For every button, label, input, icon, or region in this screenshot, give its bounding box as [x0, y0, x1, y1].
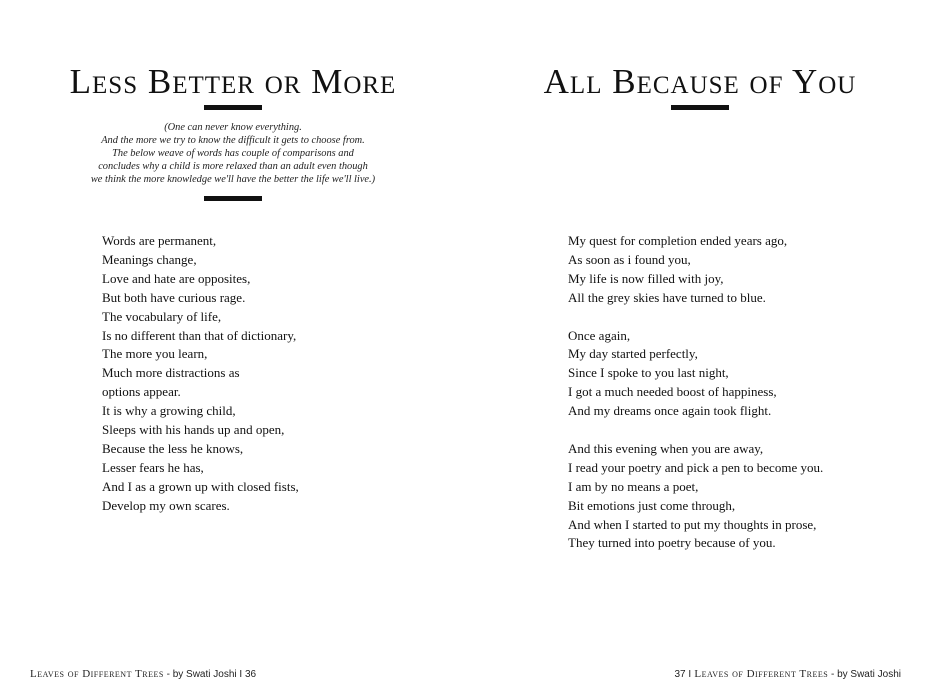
poem-line: My life is now filled with joy, [568, 270, 724, 286]
poem-line: I am by no means a poet, [568, 478, 699, 494]
left-page [0, 0, 466, 700]
poem-line: Because the less he knows, [102, 440, 244, 456]
page-footer [674, 668, 901, 680]
poem-line: Since I spoke to you last night, [568, 365, 729, 381]
poem-line: Love and hate are opposites, [102, 270, 251, 286]
title-divider [204, 105, 262, 110]
poem-line: Bit emotions just come through, [568, 497, 736, 513]
poem-line: My day started perfectly, [568, 346, 698, 362]
poem-line: And my dreams once again took flight. [568, 403, 772, 419]
stanza-break [568, 421, 823, 440]
stanza-break [568, 308, 823, 327]
poem-line: Words are permanent, [102, 233, 217, 248]
poem-line: Develop my own scares. [102, 497, 230, 513]
poem-intro [70, 121, 396, 186]
title-divider [671, 105, 729, 110]
poem-body [568, 232, 823, 553]
page-number: 36 [242, 669, 257, 680]
intro-line: And the more we try to know the difficult it gets to choose from. [101, 135, 365, 147]
right-page [467, 0, 933, 700]
page-title: All Because of You [543, 62, 857, 101]
author-credit: - by Swati Joshi [163, 669, 240, 680]
poem-line: Is no different than that of dictionary, [102, 327, 297, 343]
poem-body [102, 232, 299, 516]
intro-divider [204, 196, 262, 201]
footer-separator: I [688, 669, 692, 680]
poem-line: Meanings change, [102, 251, 197, 267]
intro-line: The below weave of words has couple of comparisons and [112, 148, 354, 160]
poem-line: I got a much needed boost of happiness, [568, 384, 777, 400]
page-footer [30, 668, 256, 680]
poem-line: They turned into poetry because of you. [568, 535, 776, 551]
book-title: Leaves of Different Trees [691, 668, 829, 680]
poem-line: Much more distractions as [102, 365, 240, 381]
author-credit: - by Swati Joshi [828, 669, 901, 680]
poem-line: Sleeps with his hands up and open, [102, 422, 285, 438]
intro-line: (One can never know everything. [164, 122, 302, 133]
poem-line: Lesser fears he has, [102, 459, 204, 475]
book-title: Leaves of Different Trees [30, 668, 164, 680]
poem-line: And when I started to put my thoughts in prose, [568, 516, 817, 532]
poem-line: My quest for completion ended years ago, [568, 233, 788, 248]
poem-line: But both have curious rage. [102, 289, 246, 305]
intro-line: we think the more knowledge we'll have the better the life we'll live.) [90, 174, 376, 186]
poem-line: All the grey skies have turned to blue. [568, 289, 766, 305]
poem-line: It is why a growing child, [102, 403, 236, 419]
poem-line: Once again, [568, 327, 631, 343]
poem-line: As soon as i found you, [568, 251, 691, 267]
poem-line: options appear. [102, 384, 181, 400]
footer-separator: I [239, 669, 243, 680]
poem-line: And I as a grown up with closed fists, [102, 478, 299, 494]
poem-line: The vocabulary of life, [102, 308, 222, 324]
poem-line: The more you learn, [102, 346, 208, 362]
page-title: Less Better or More [69, 62, 397, 101]
poem-line: And this evening when you are away, [568, 440, 764, 456]
intro-line: concludes why a child is more relaxed than an adult even though [98, 161, 368, 173]
page-number: 37 [674, 669, 689, 680]
poem-line: I read your poetry and pick a pen to become you. [568, 459, 824, 475]
